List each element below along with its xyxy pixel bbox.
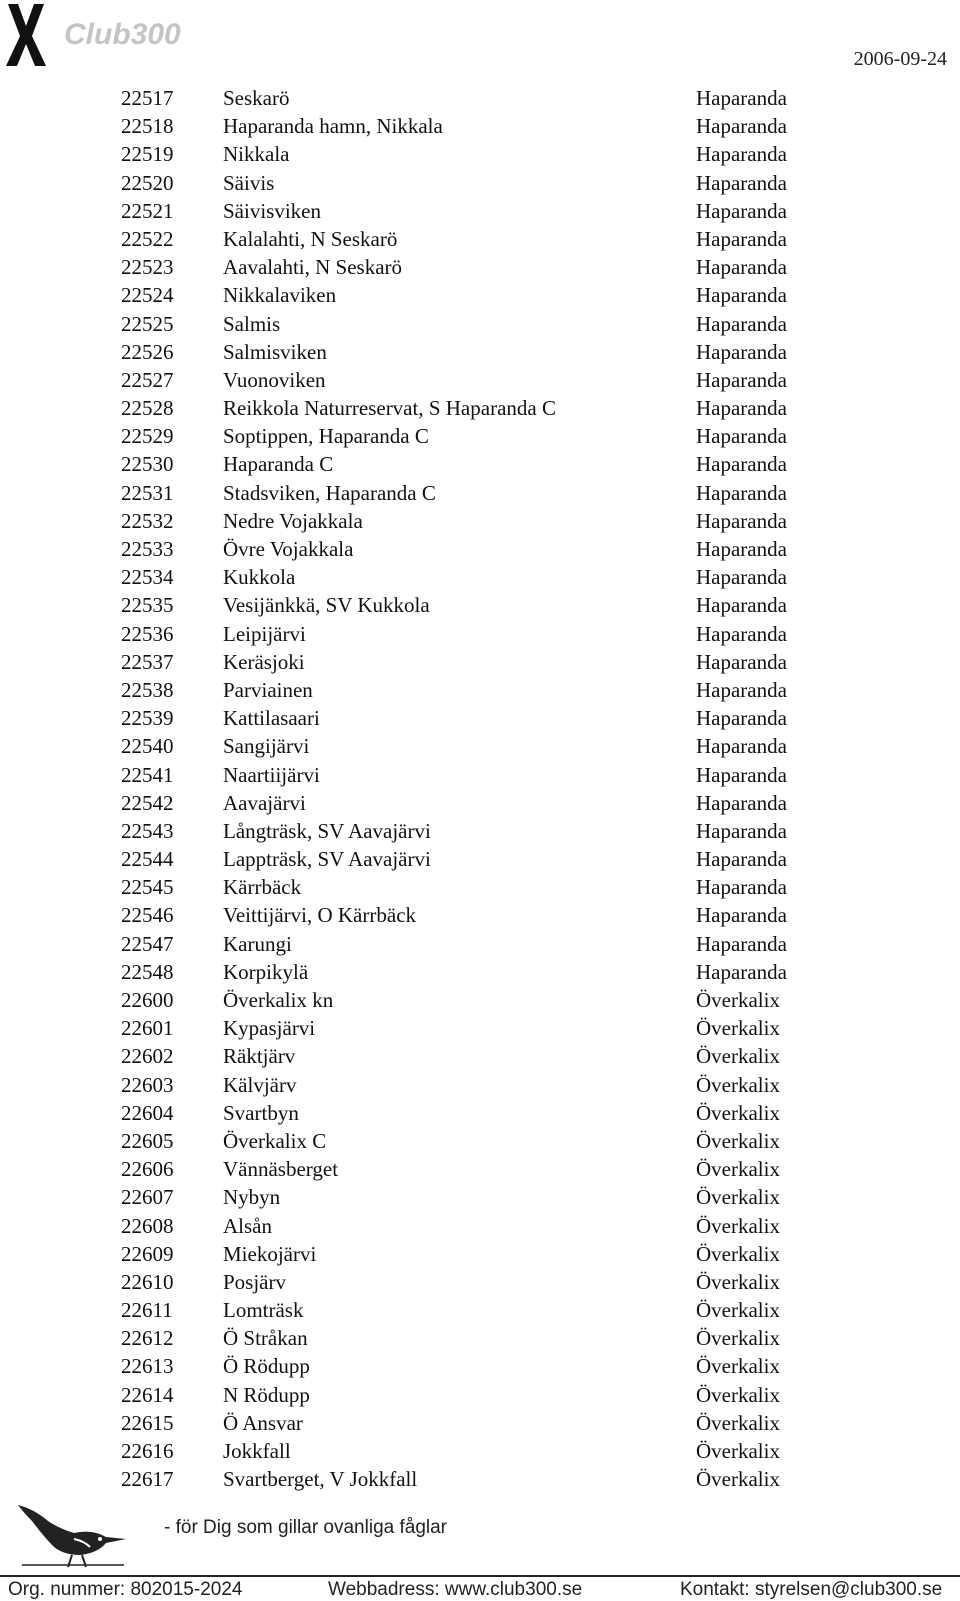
list-item — [0, 535, 960, 563]
municipality: Haparanda — [696, 734, 787, 759]
site-name: Aavajärvi — [223, 790, 306, 815]
site-number: 22602 — [121, 1044, 174, 1069]
list-item — [0, 1352, 960, 1380]
site-number: 22605 — [121, 1128, 174, 1153]
municipality: Överkalix — [696, 1100, 780, 1125]
site-name: Svartbyn — [223, 1100, 299, 1125]
site-number: 22519 — [121, 142, 174, 167]
site-name: Nedre Vojakkala — [223, 508, 363, 533]
municipality: Överkalix — [696, 1354, 780, 1379]
site-name: Långträsk, SV Aavajärvi — [223, 818, 431, 843]
list-item — [0, 1324, 960, 1352]
site-name: Överkalix C — [223, 1128, 327, 1153]
site-number: 22534 — [121, 565, 174, 590]
municipality: Haparanda — [696, 170, 787, 195]
site-name: Lomträsk — [223, 1298, 304, 1323]
list-item — [0, 958, 960, 986]
list-item — [0, 1212, 960, 1240]
municipality: Haparanda — [696, 593, 787, 618]
bird-logo-icon — [14, 1499, 134, 1569]
municipality: Haparanda — [696, 537, 787, 561]
site-number: 22606 — [121, 1157, 174, 1182]
list-item — [0, 676, 960, 704]
municipality: Haparanda — [696, 396, 787, 421]
contact-email: Kontakt: styrelsen@club300.se — [680, 1579, 943, 1600]
site-number: 22538 — [121, 677, 174, 702]
municipality: Överkalix — [696, 1326, 780, 1351]
municipality: Haparanda — [696, 706, 787, 731]
site-name: Karungi — [223, 931, 292, 956]
site-number: 22521 — [121, 198, 174, 223]
site-number: 22615 — [121, 1410, 174, 1435]
municipality: Överkalix — [696, 988, 780, 1012]
site-number: 22611 — [121, 1298, 173, 1323]
list-item — [0, 507, 960, 535]
site-number: 22616 — [121, 1439, 174, 1463]
site-name: Aavalahti, N Seskarö — [223, 255, 403, 280]
site-number: 22524 — [121, 283, 174, 308]
site-number: 22540 — [121, 734, 174, 759]
municipality: Överkalix — [696, 1213, 780, 1238]
municipality: Haparanda — [696, 565, 787, 590]
site-name: Vesijänkkä, SV Kukkola — [223, 593, 430, 618]
municipality: Haparanda — [696, 86, 787, 110]
site-name: Haparanda C — [223, 452, 334, 477]
municipality: Haparanda — [696, 903, 787, 928]
site-number: 22613 — [121, 1354, 174, 1379]
site-name: Överkalix kn — [223, 988, 334, 1012]
list-item — [0, 901, 960, 929]
municipality: Haparanda — [696, 367, 787, 392]
site-name: Ö Rödupp — [223, 1354, 310, 1379]
site-name: Räktjärv — [223, 1044, 296, 1069]
list-item — [0, 197, 960, 225]
site-number: 22527 — [121, 367, 174, 392]
municipality: Haparanda — [696, 142, 787, 167]
web-address: Webbadress: www.club300.se — [328, 1579, 583, 1600]
site-number: 22522 — [121, 226, 174, 251]
list-item — [0, 761, 960, 789]
list-item — [0, 1268, 960, 1296]
municipality: Haparanda — [696, 226, 787, 251]
site-name: Kälvjärv — [223, 1072, 297, 1097]
site-number: 22536 — [121, 621, 174, 646]
site-name: Jokkfall — [223, 1439, 291, 1463]
municipality: Haparanda — [696, 424, 787, 449]
list-item — [0, 394, 960, 422]
municipality: Överkalix — [696, 1467, 780, 1492]
site-number: 22518 — [121, 114, 174, 139]
site-name: Kattilasaari — [223, 706, 320, 731]
site-number: 22548 — [121, 959, 174, 984]
municipality: Haparanda — [696, 283, 787, 308]
footer-divider — [0, 1575, 960, 1577]
municipality: Överkalix — [696, 1269, 780, 1294]
site-name: Sangijärvi — [223, 734, 310, 759]
site-name: Nikkalaviken — [223, 283, 337, 308]
municipality: Överkalix — [696, 1128, 780, 1153]
municipality: Haparanda — [696, 847, 787, 872]
municipality: Haparanda — [696, 818, 787, 843]
municipality: Överkalix — [696, 1382, 780, 1407]
list-item — [0, 648, 960, 676]
site-name: Vuonoviken — [223, 367, 326, 392]
site-number: 22531 — [121, 480, 174, 505]
site-name: Reikkola Naturreservat, S Haparanda C — [223, 396, 556, 421]
list-item — [0, 986, 960, 1014]
site-name: Kalalahti, N Seskarö — [223, 226, 398, 251]
org-number: Org. nummer: 802015-2024 — [8, 1579, 243, 1600]
list-item — [0, 563, 960, 591]
site-name: Miekojärvi — [223, 1241, 317, 1266]
list-item — [0, 225, 960, 253]
list-item — [0, 1155, 960, 1183]
list-item — [0, 479, 960, 507]
site-name: Ö Stråkan — [223, 1326, 308, 1351]
list-item — [0, 422, 960, 450]
site-name: Kypasjärvi — [223, 1016, 316, 1041]
list-item — [0, 704, 960, 732]
list-item — [0, 845, 960, 873]
site-name: Ö Ansvar — [223, 1410, 303, 1435]
club300-x-logo-icon — [4, 2, 48, 68]
municipality: Överkalix — [696, 1157, 780, 1182]
site-number: 22532 — [121, 508, 174, 533]
municipality: Haparanda — [696, 790, 787, 815]
site-name: Lappträsk, SV Aavajärvi — [223, 847, 431, 872]
list-item — [0, 253, 960, 281]
page-footer — [0, 1495, 960, 1600]
site-number: 22545 — [121, 875, 174, 900]
site-name: Vännäsberget — [223, 1157, 339, 1182]
site-name: Säivisviken — [223, 198, 321, 223]
municipality: Haparanda — [696, 255, 787, 280]
list-item — [0, 930, 960, 958]
municipality: Haparanda — [696, 621, 787, 646]
municipality: Haparanda — [696, 198, 787, 223]
site-name: Korpikylä — [223, 959, 309, 984]
municipality: Haparanda — [696, 311, 787, 336]
site-number: 22520 — [121, 170, 174, 195]
site-number: 22604 — [121, 1100, 174, 1125]
site-number: 22612 — [121, 1326, 174, 1351]
site-number: 22543 — [121, 818, 174, 843]
municipality: Överkalix — [696, 1185, 780, 1210]
site-number: 22544 — [121, 847, 174, 872]
list-item — [0, 1437, 960, 1465]
municipality: Haparanda — [696, 649, 787, 674]
site-number: 22601 — [121, 1016, 174, 1041]
list-item — [0, 112, 960, 140]
site-name: Kärrbäck — [223, 875, 302, 900]
municipality: Överkalix — [696, 1072, 780, 1097]
site-name: Alsån — [223, 1213, 272, 1238]
site-number: 22539 — [121, 706, 174, 731]
municipality: Haparanda — [696, 931, 787, 956]
site-number: 22523 — [121, 255, 174, 280]
site-name: Leipijärvi — [223, 621, 306, 646]
site-list — [0, 84, 960, 1493]
footer-tagline: - för Dig som gillar ovanliga fåglar — [164, 1517, 448, 1538]
list-item — [0, 281, 960, 309]
site-name: Naartiijärvi — [223, 762, 320, 787]
site-number: 22542 — [121, 790, 174, 815]
municipality: Haparanda — [696, 762, 787, 787]
list-item — [0, 169, 960, 197]
municipality: Överkalix — [696, 1298, 780, 1323]
site-number: 22609 — [121, 1241, 174, 1266]
municipality: Haparanda — [696, 480, 787, 505]
site-number: 22546 — [121, 903, 174, 928]
site-name: Nybyn — [223, 1185, 281, 1210]
list-item — [0, 817, 960, 845]
municipality: Överkalix — [696, 1410, 780, 1435]
list-item — [0, 789, 960, 817]
municipality: Överkalix — [696, 1044, 780, 1069]
municipality: Haparanda — [696, 114, 787, 139]
municipality: Överkalix — [696, 1439, 780, 1463]
site-number: 22517 — [121, 86, 174, 110]
list-item — [0, 1071, 960, 1099]
list-item — [0, 140, 960, 168]
site-name: Soptippen, Haparanda C — [223, 424, 429, 449]
club300-logo-text: Club300 — [64, 18, 181, 51]
municipality: Haparanda — [696, 959, 787, 984]
municipality: Haparanda — [696, 508, 787, 533]
site-number: 22614 — [121, 1382, 174, 1407]
document-date: 2006-09-24 — [853, 48, 947, 70]
municipality: Haparanda — [696, 452, 787, 477]
list-item — [0, 366, 960, 394]
site-number: 22537 — [121, 649, 174, 674]
site-name: Nikkala — [223, 142, 290, 167]
site-number: 22617 — [121, 1467, 174, 1492]
site-name: Veittijärvi, O Kärrbäck — [223, 903, 417, 928]
list-item — [0, 1465, 960, 1493]
list-item — [0, 1099, 960, 1127]
site-name: Parviainen — [223, 677, 313, 702]
site-name: Salmis — [223, 311, 281, 336]
list-item — [0, 1296, 960, 1324]
site-number: 22610 — [121, 1269, 174, 1294]
list-item — [0, 620, 960, 648]
site-number: 22607 — [121, 1185, 174, 1210]
list-item — [0, 1042, 960, 1070]
site-name: Haparanda hamn, Nikkala — [223, 114, 443, 139]
list-item — [0, 1409, 960, 1437]
list-item — [0, 1014, 960, 1042]
list-item — [0, 338, 960, 366]
list-item — [0, 450, 960, 478]
site-number: 22547 — [121, 931, 174, 956]
municipality: Haparanda — [696, 339, 787, 364]
list-item — [0, 310, 960, 338]
list-item — [0, 591, 960, 619]
municipality: Haparanda — [696, 875, 787, 900]
site-name: Övre Vojakkala — [223, 537, 354, 561]
list-item — [0, 84, 960, 112]
site-name: Stadsviken, Haparanda C — [223, 480, 436, 505]
list-item — [0, 1183, 960, 1211]
site-number: 22608 — [121, 1213, 174, 1238]
site-number: 22525 — [121, 311, 174, 336]
municipality: Överkalix — [696, 1241, 780, 1266]
site-name: Salmisviken — [223, 339, 327, 364]
site-number: 22530 — [121, 452, 174, 477]
list-item — [0, 1127, 960, 1155]
site-number: 22526 — [121, 339, 174, 364]
municipality: Överkalix — [696, 1016, 780, 1041]
site-name: Kukkola — [223, 565, 296, 590]
municipality: Haparanda — [696, 677, 787, 702]
list-item — [0, 1381, 960, 1409]
site-number: 22603 — [121, 1072, 174, 1097]
site-number: 22600 — [121, 988, 174, 1012]
site-name: Keräsjoki — [223, 649, 305, 674]
site-name: N Rödupp — [223, 1382, 310, 1407]
site-name: Svartberget, V Jokkfall — [223, 1467, 418, 1492]
site-number: 22533 — [121, 537, 174, 561]
list-item — [0, 1240, 960, 1268]
page-header — [0, 0, 960, 80]
list-item — [0, 732, 960, 760]
site-number: 22528 — [121, 396, 174, 421]
site-name: Säivis — [223, 170, 275, 195]
site-number: 22529 — [121, 424, 174, 449]
site-number: 22535 — [121, 593, 174, 618]
site-name: Seskarö — [223, 86, 290, 110]
list-item — [0, 873, 960, 901]
site-number: 22541 — [121, 762, 174, 787]
site-name: Posjärv — [223, 1269, 286, 1294]
